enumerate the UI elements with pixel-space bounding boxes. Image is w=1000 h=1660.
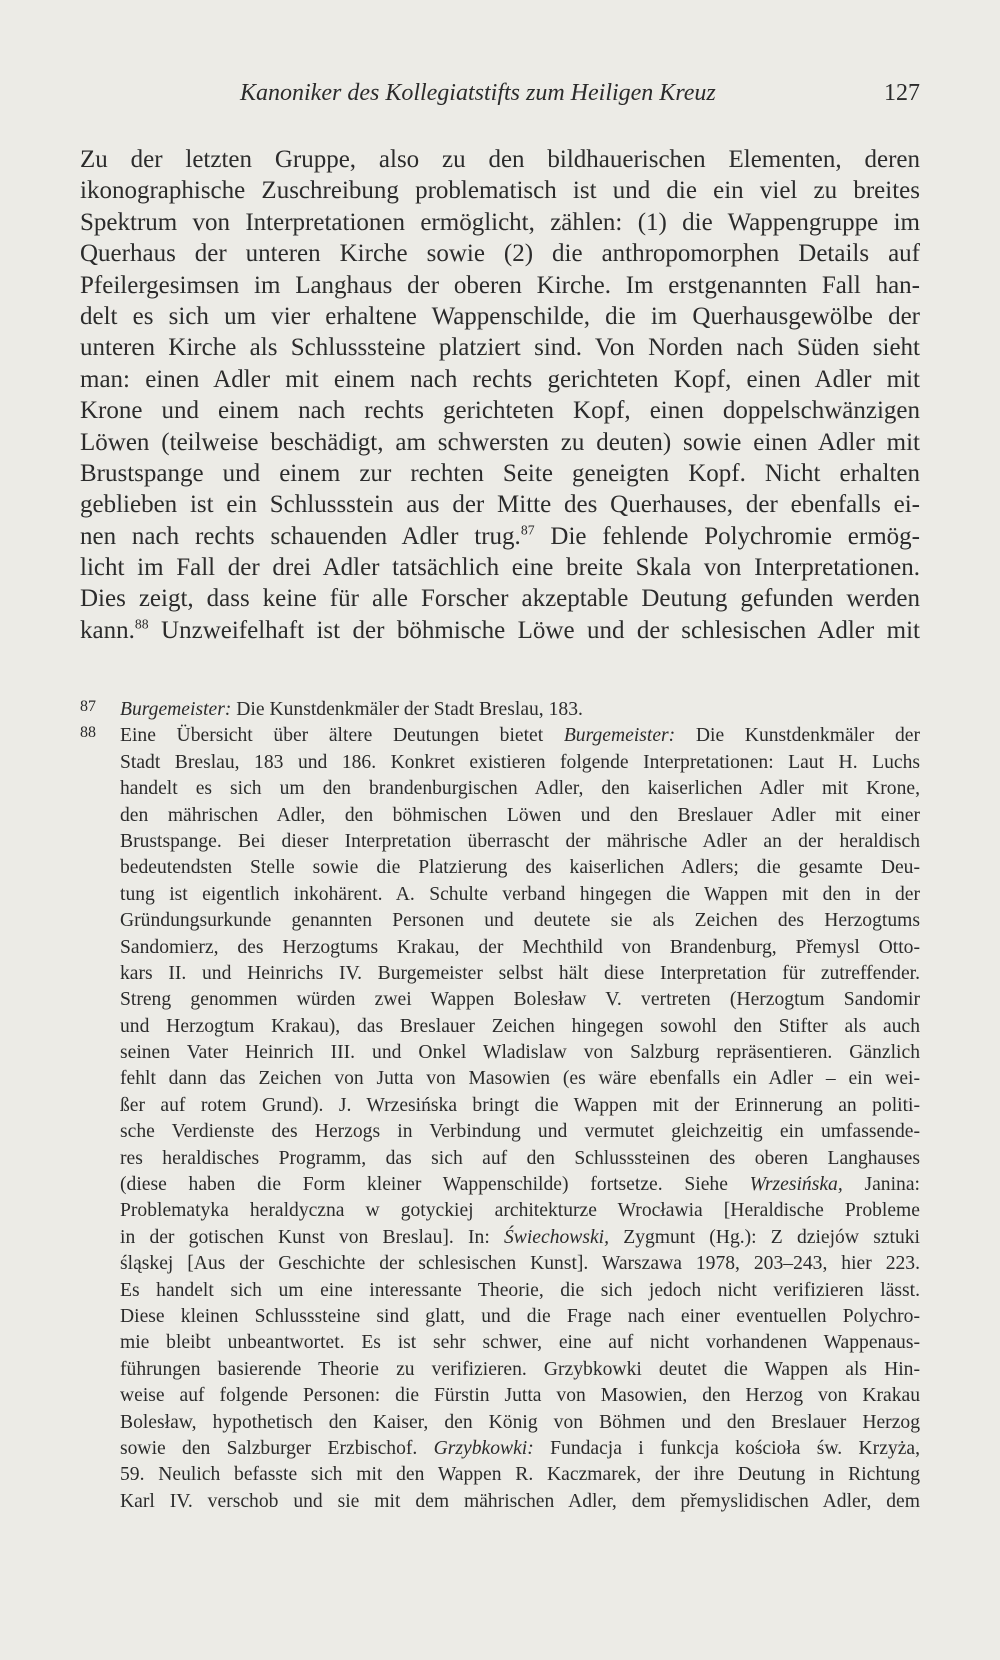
body-line: Querhaus der unteren Kirche sowie (2) die anthropomorphen Details auf <box>80 240 920 268</box>
body-line: Löwen (teilweise beschädigt, am schwersten zu deuten) sowie einen Adler mit <box>80 428 920 456</box>
footnote-line: tung ist eigentlich inkohärent. A. Schulte verband hingegen die Wappen mit den in der <box>120 883 920 905</box>
running-header <box>80 80 920 116</box>
footnote-number: 88 <box>80 724 96 742</box>
footnote-line: und Herzogtum Krakau), das Breslauer Zeichen hingegen sowohl den Stifter als auch <box>120 1015 920 1037</box>
main-paragraph <box>80 144 920 646</box>
footnote-line: in der gotischen Kunst von Breslau]. In: Świechowski, Zygmunt (Hg.): Z dziejów sztuki <box>120 1226 921 1248</box>
author-name: Burgemeister: <box>563 725 676 747</box>
running-title: Kanoniker des Kollegiatstifts zum Heiligen Kreuz <box>240 80 716 106</box>
footnote-line: fehlt dann das Zeichen von Jutta von Masowien (es wäre ebenfalls ein Adler – ein wei- <box>120 1068 920 1090</box>
footnote-line: Streng genommen würden zwei Wappen Bolesław V. vertreten (Herzogtum Sandomir <box>120 989 920 1011</box>
body-line: licht im Fall der drei Adler tatsächlich eine breite Skala von Interpretationen. <box>80 554 920 582</box>
footnote-line: 59. Neulich befasste sich mit den Wappen R. Kaczmarek, der ihre Deutung in Richtung <box>120 1464 920 1486</box>
body-line: unteren Kirche als Schlusssteine platziert sind. Von Norden nach Süden sieht <box>80 334 920 362</box>
body-line: Spektrum von Interpretationen ermöglicht, zählen: (1) die Wappengruppe im <box>80 208 920 236</box>
author-name: Grzybkowki: <box>433 1437 534 1459</box>
footnote-line: den mährischen Adler, den böhmischen Löwen und den Breslauer Adler mit einer <box>120 804 920 826</box>
footnote-line: sowie den Salzburger Erzbischof. Grzybkowki: Fundacja i funkcja kościoła św. Krzyża, <box>120 1437 920 1459</box>
body-line: delt es sich um vier erhaltene Wappenschilde, die im Querhausgewölbe der <box>80 302 920 330</box>
author-name: Wrzesińska, <box>749 1174 843 1196</box>
body-line: Pfeilergesimsen im Langhaus der oberen Kirche. Im erstgenannten Fall han- <box>80 271 920 299</box>
footnote-ref-87[interactable]: 87 <box>520 522 535 538</box>
footnote-line: weise auf folgende Personen: die Fürstin Jutta von Masowien, den Herzog von Krakau <box>120 1385 920 1407</box>
footnote-line: Es handelt sich um eine interessante Theorie, die sich jedoch nicht verifizieren lässt. <box>120 1279 920 1301</box>
body-line: Zu der letzten Gruppe, also zu den bildhauerischen Elementen, deren <box>80 146 920 173</box>
footnote-line: Bolesław, hypothetisch den Kaiser, den König von Böhmen und den Breslauer Herzog <box>120 1411 920 1433</box>
footnote-line: ßer auf rotem Grund). J. Wrzesińska bringt die Wappen mit der Erinnerung an politi- <box>120 1094 920 1116</box>
author-name: Burgemeister: <box>120 699 232 720</box>
body-line: Brustspange und einem zur rechten Seite geneigten Kopf. Nicht erhalten <box>80 459 920 487</box>
footnote-line: Karl IV. verschob und sie mit dem mährischen Adler, dem přemyslidischen Adler, dem <box>120 1490 920 1512</box>
body-line: man: einen Adler mit einem nach rechts gerichteten Kopf, einen Adler mit <box>80 365 920 393</box>
footnote-line: Sandomierz, des Herzogtums Krakau, der Mechthild von Brandenburg, Přemysl Otto- <box>120 936 920 958</box>
body-line: Krone und einem nach rechts gerichteten Kopf, einen doppelschwänzigen <box>80 397 920 425</box>
footnote-line: sche Verdienste des Herzogs in Verbindung und vermutet gleichzeitig ein umfassende- <box>120 1121 920 1143</box>
footnote-line: bedeutendsten Stelle sowie die Platzierung des kaiserlichen Adlers; die gesamte Deu- <box>120 857 920 879</box>
footnote-line: (diese haben die Form kleiner Wappenschilde) fortsetze. Siehe Wrzesińska, Janina: <box>120 1174 920 1196</box>
footnote-line: seinen Vater Heinrich III. und Onkel Wladislaw von Salzburg repräsentieren. Gänzlich <box>120 1042 920 1064</box>
footnote-line: führungen basierende Theorie zu verifizieren. Grzybkowki deutet die Wappen als Hin- <box>120 1358 920 1380</box>
footnotes <box>80 697 920 1515</box>
footnote-line: Burgemeister: Die Kunstdenkmäler der Stadt Breslau, 183. <box>120 699 583 720</box>
footnote-line: mie bleibt unbeantwortet. Es ist sehr schwer, eine auf nicht vorhandenen Wappenaus- <box>120 1332 920 1354</box>
footnote-line: Eine Übersicht über ältere Deutungen bietet Burgemeister: Die Kunstdenkmäler der <box>120 725 920 747</box>
footnote-line: Brustspange. Bei dieser Interpretation überrascht der mährische Adler an der heraldisch <box>120 830 920 852</box>
author-name: Świechowski, <box>504 1226 610 1248</box>
body-line: geblieben ist ein Schlussstein aus der Mitte des Querhauses, der ebenfalls ei- <box>80 491 920 519</box>
footnote-number: 87 <box>80 698 96 715</box>
footnote-line: Problematyka heraldyczna w gotyckiej architekturze Wrocławia [Heraldische Probleme <box>120 1200 920 1222</box>
footnote-ref-88[interactable]: 88 <box>134 616 149 632</box>
footnote-line: śląskej [Aus der Geschichte der schlesischen Kunst]. Warszawa 1978, 203–243, hier 223. <box>120 1253 920 1275</box>
page-number: 127 <box>884 80 920 106</box>
body-line: nen nach rechts schauenden Adler trug.$^{87}$ Die fehlende Polychromie ermög- <box>80 522 920 550</box>
footnote-line: res heraldisches Programm, das sich auf den Schlusssteinen des oberen Langhauses <box>120 1147 920 1169</box>
footnote-line: Stadt Breslau, 183 und 186. Konkret existieren folgende Interpretationen: Laut H. Luchs <box>120 751 920 773</box>
body-line: kann.$^{88}$ Unzweifelhaft ist der böhmische Löwe und der schlesischen Adler mit <box>80 616 920 644</box>
footnote-line: Diese kleinen Schlusssteine sind glatt, und die Frage nach einer eventuellen Polychro- <box>120 1305 920 1327</box>
footnote-line: handelt es sich um den brandenburgischen Adler, den kaiserlichen Adler mit Krone, <box>120 778 920 800</box>
footnote-87 <box>80 697 920 723</box>
body-line: ikonographische Zuschreibung problematisch ist und die ein viel zu breites <box>80 177 920 205</box>
footnote-line: Gründungsurkunde genannten Personen und deutete sie als Zeichen des Herzogtums <box>120 910 920 932</box>
body-line: Dies zeigt, dass keine für alle Forscher akzeptable Deutung gefunden werden <box>80 585 920 613</box>
footnote-88 <box>80 723 920 1515</box>
footnote-line: kars II. und Heinrichs IV. Burgemeister selbst hält diese Interpretation für zutreffender. <box>120 962 920 984</box>
